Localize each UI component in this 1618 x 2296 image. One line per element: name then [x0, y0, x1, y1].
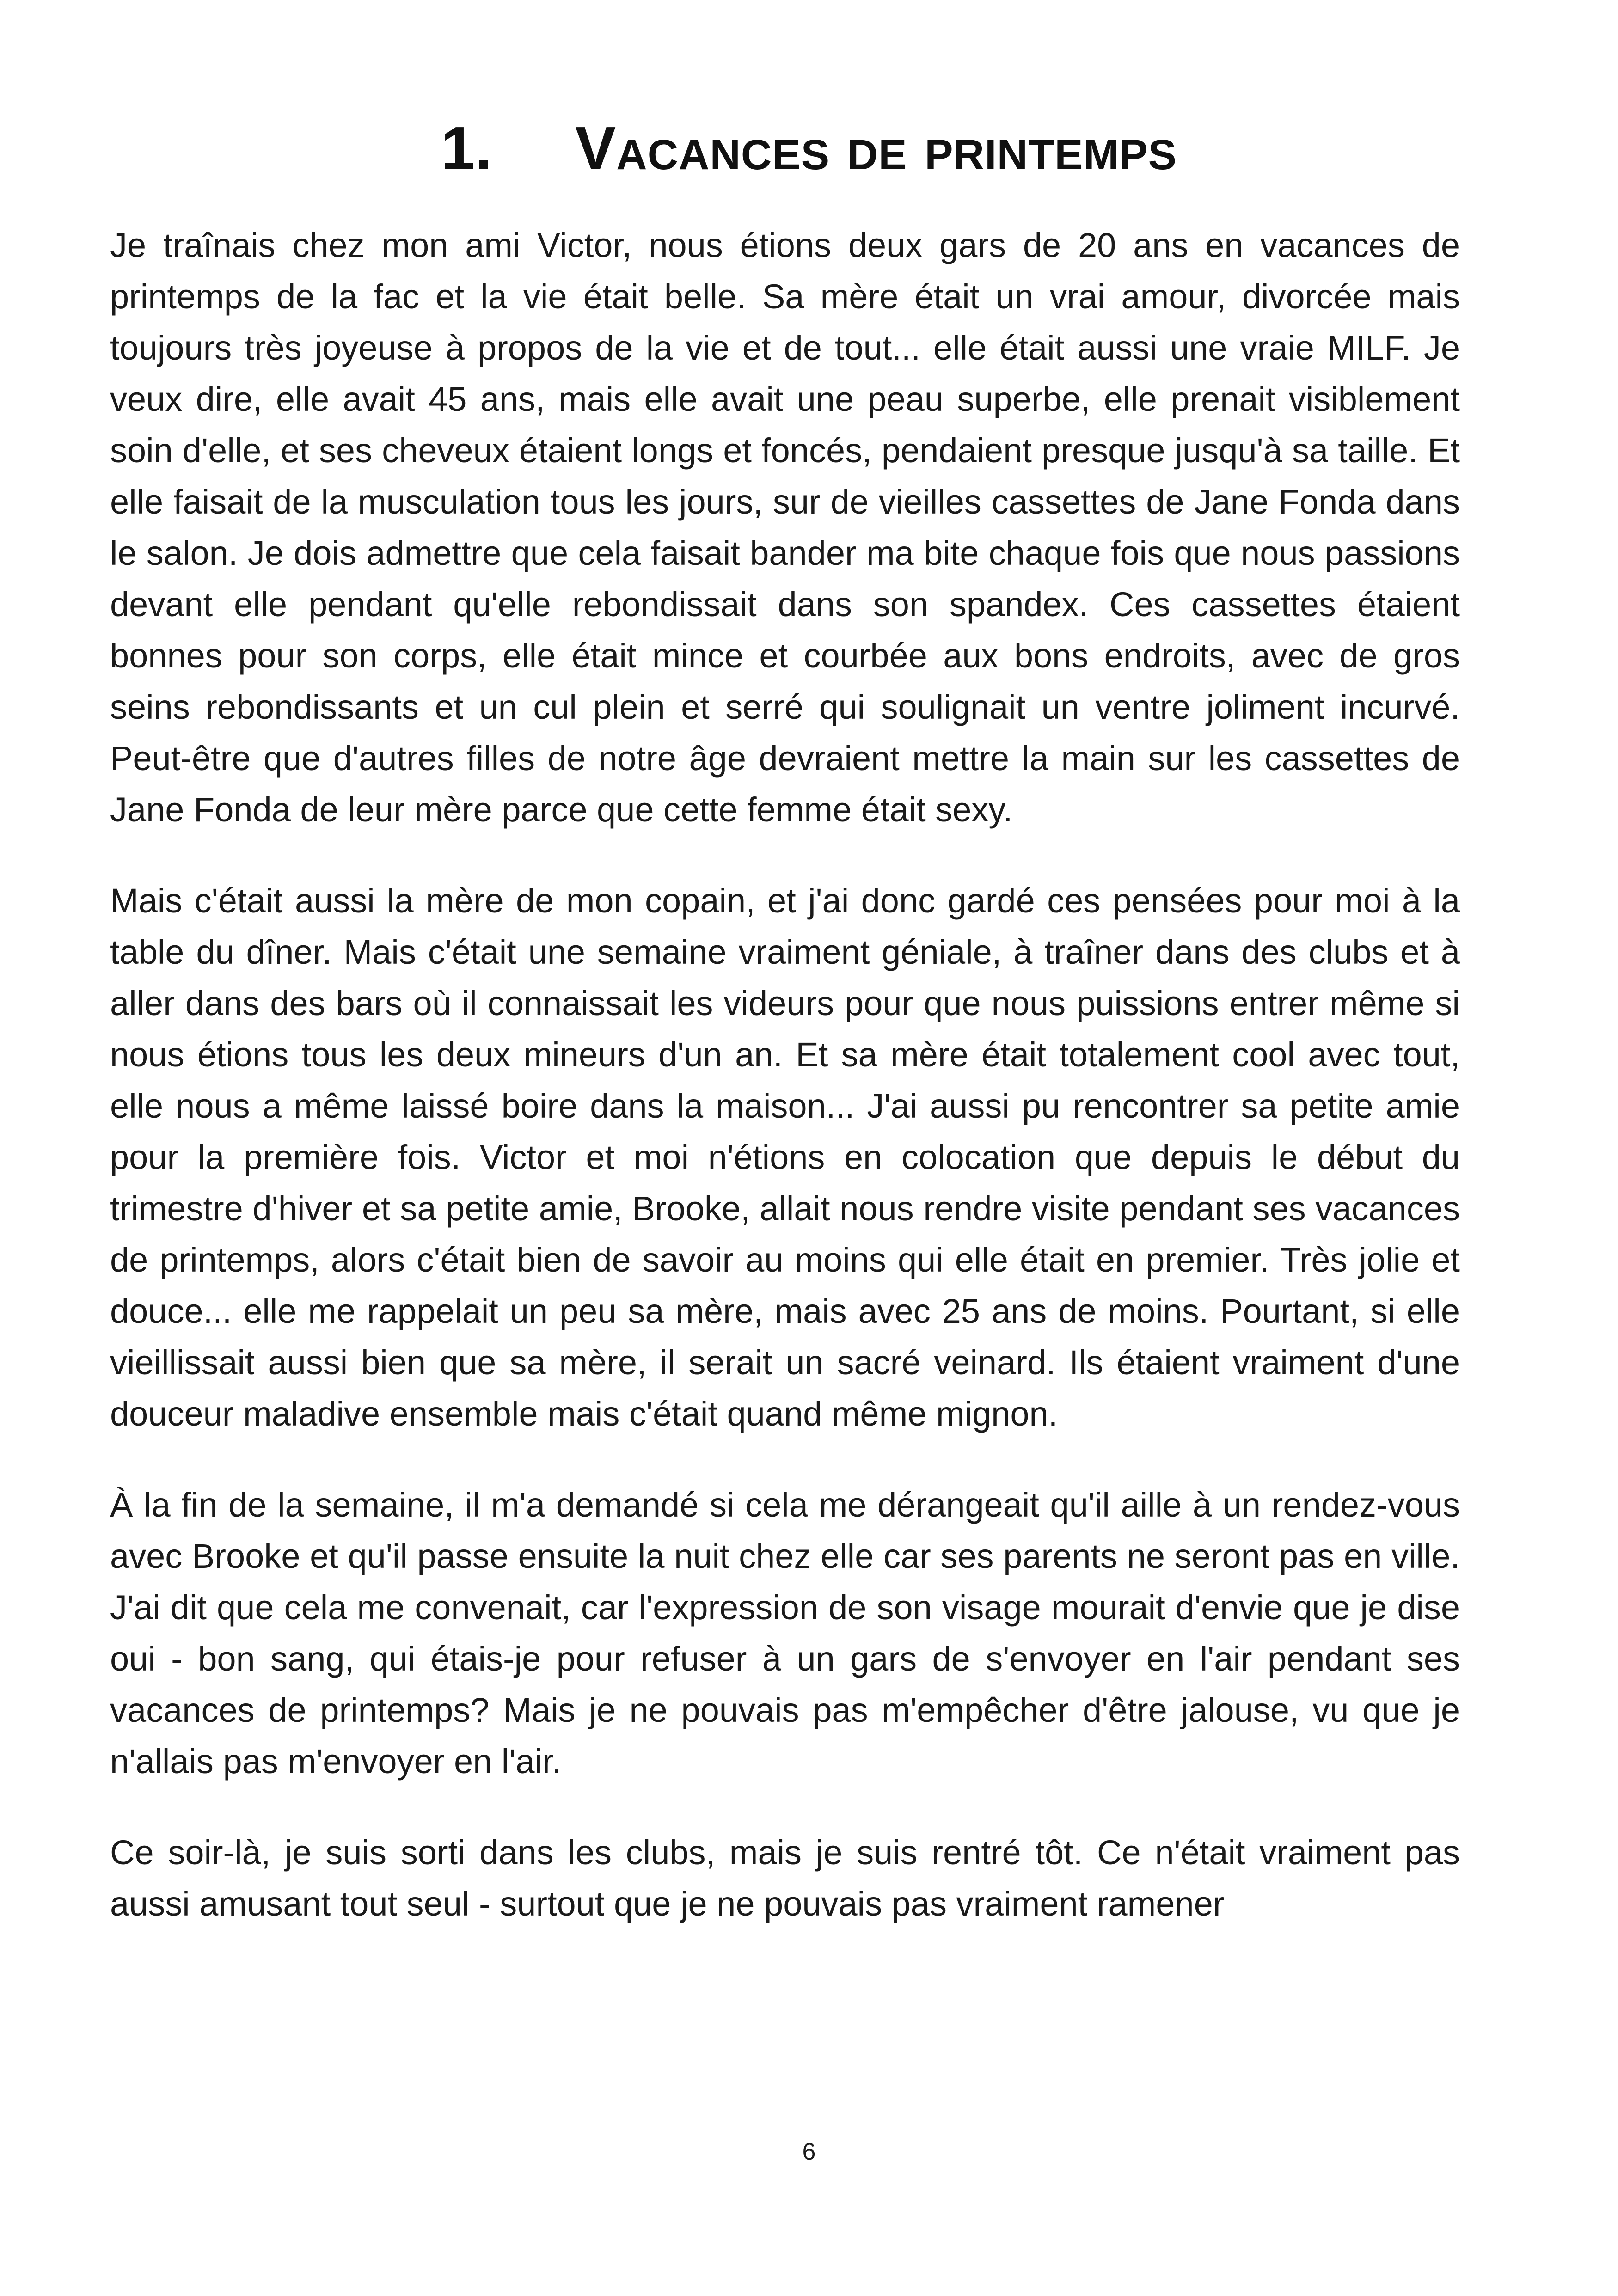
body-text [110, 220, 1460, 1969]
paragraph-3: À la fin de la semaine, il m'a demandé si cela me dérangeait qu'il aille à un rendez-vous avec Brooke et qu'il passe ensuite la nuit chez elle car ses parents ne seront pas en ville. J'ai dit que cela me convenait, car l'expression de son visage mourait d'envie que je dise oui - bon sang, qui étais-je pour refuser à un gars de s'envoyer en l'air pendant ses vacances de printemps? Mais je ne pouvais pas m'empêcher d'être jalouse, vu que je n'allais pas m'envoyer en l'air. [110, 1486, 1460, 1781]
chapter-heading [111, 114, 1507, 182]
chapter-title: Vacances de printemps [575, 114, 1177, 182]
paragraph-4: Ce soir-là, je suis sorti dans les clubs, mais je suis rentré tôt. Ce n'était vraiment pas aussi amusant tout seul - surtout que je ne pouvais pas vraiment ramener [110, 1833, 1460, 1923]
page-number: 6 [802, 2138, 816, 2165]
chapter-number: 1. [441, 114, 492, 182]
paragraph-2: Mais c'était aussi la mère de mon copain, et j'ai donc gardé ces pensées pour moi à la table du dîner. Mais c'était une semaine vraiment géniale, à traîner dans des clubs et à aller dans des bars où il connaissait les videurs pour que nous puissions entrer même si nous étions tous les deux mineurs d'un an. Et sa mère était totalement cool avec tout, elle nous a même laissé boire dans la maison... J'ai aussi pu rencontrer sa petite amie pour la première fois. Victor et moi n'étions en colocation que depuis le début du trimestre d'hiver et sa petite amie, Brooke, allait nous rendre visite pendant ses vacances de printemps, alors c'était bien de savoir au moins qui elle était en premier. Très jolie et douce... elle me rappelait un peu sa mère, mais avec 25 ans de moins. Pourtant, si elle vieillissait aussi bien que sa mère, il serait un sacré veinard. Ils étaient vraiment d'une douceur maladive ensemble mais c'était quand même mignon. [110, 882, 1460, 1433]
paragraph-1: Je traînais chez mon ami Victor, nous étions deux gars de 20 ans en vacances de printemps de la fac et la vie était belle. Sa mère était un vrai amour, divorcée mais toujours très joyeuse à propos de la vie et de tout... elle était aussi une vraie MILF. Je veux dire, elle avait 45 ans, mais elle avait une peau superbe, elle prenait visiblement soin d'elle, et ses cheveux étaient longs et foncés, pendaient presque jusqu'à sa taille. Et elle faisait de la musculation tous les jours, sur de vieilles cassettes de Jane Fonda dans le salon. Je dois admettre que cela faisait bander ma bite chaque fois que nous passions devant elle pendant qu'elle rebondissait dans son spandex. Ces cassettes étaient bonnes pour son corps, elle était mince et courbée aux bons endroits, avec de gros seins rebondissants et un cul plein et serré qui soulignait un ventre joliment incurvé. Peut-être que d'autres filles de notre âge devraient mettre la main sur les cassettes de Jane Fonda de leur mère parce que cette femme était sexy. [110, 226, 1460, 829]
